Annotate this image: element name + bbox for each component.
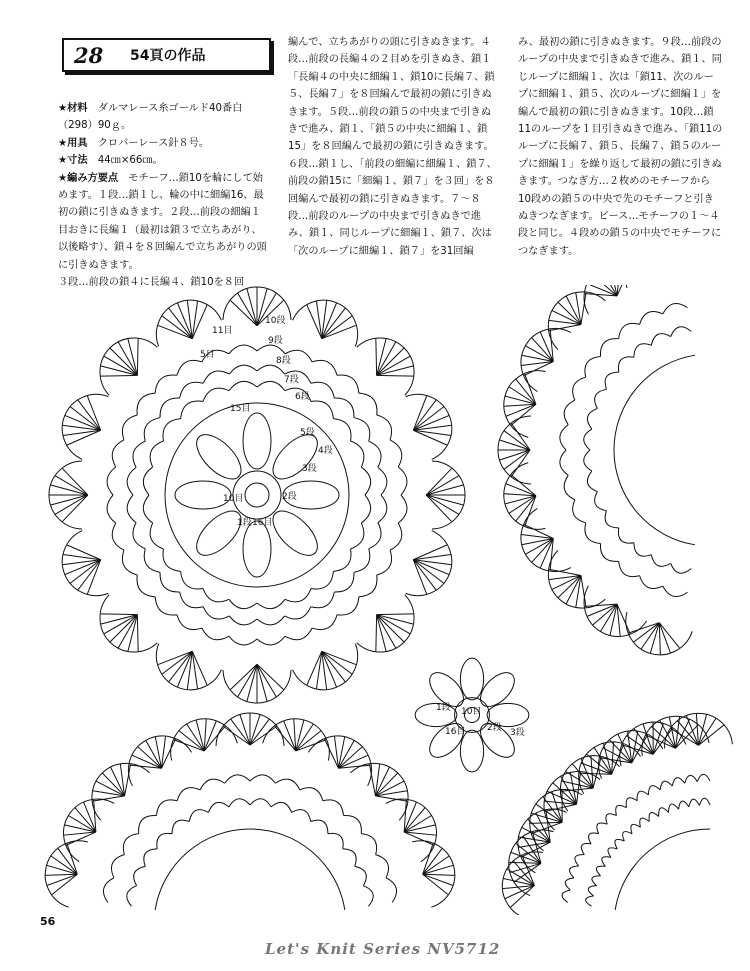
pattern-number: 28	[74, 42, 104, 68]
bottom-right-partial-motif	[502, 713, 732, 915]
label-row2: 2段	[282, 492, 297, 502]
pattern-title: 54頁の作品	[130, 48, 206, 64]
howto-line	[58, 170, 270, 274]
label-row9: 9段	[268, 336, 283, 346]
main-motif	[49, 287, 466, 704]
label-small-row1: 1段	[436, 703, 451, 713]
crochet-chart-diagram	[40, 285, 750, 915]
label-row8: 8段	[276, 356, 291, 366]
label-small-row2: 2段	[487, 723, 502, 733]
label-small-st16: 16目	[445, 727, 466, 737]
bottom-left-partial-motif	[45, 713, 455, 910]
tools-label: ★用具	[58, 137, 88, 149]
label-st11: 11目	[212, 326, 233, 336]
instructions-column-2	[288, 34, 498, 260]
howto-text: モチーフ…鎖10を輪にして始めます。１段…鎖１し、輪の中に細編16、最初の鎖に引きぬきます。２段…前段の細編１目おきに長編１（最初は鎖３で立ちあがり、以後略す）、鎖４を８回編んで立ちあがりの頭に引きぬきます。	[58, 172, 267, 271]
tools-text: クロバーレース針８号。	[97, 137, 210, 149]
instructions-column-3	[518, 34, 723, 260]
size-label: ★寸法	[58, 155, 88, 167]
pattern-title-box	[62, 38, 271, 72]
series-footer: Let's Knit Series NV5712	[265, 940, 501, 958]
label-row10: 10段	[265, 316, 286, 326]
label-row6: 6段	[295, 392, 310, 402]
row3-line: ３段…前段の鎖４に長編４、鎖10を８回	[58, 277, 245, 289]
instructions-column-1	[58, 100, 270, 291]
label-row4: 4段	[318, 446, 333, 456]
materials-text: ダルマレース糸ゴールド40番白（298）90ｇ。	[58, 103, 243, 132]
label-st16: 16目	[252, 518, 273, 528]
tools-line	[58, 135, 270, 152]
size-text: 44㎝×66㎝。	[97, 155, 163, 167]
right-partial-motif	[498, 285, 695, 655]
label-st15: 15目	[230, 404, 251, 414]
label-st10: 10目	[223, 494, 244, 504]
label-st5: 5目	[200, 350, 215, 360]
label-row5: 5段	[300, 428, 315, 438]
materials-label: ★材料	[58, 103, 88, 114]
label-small-st10: 10目	[461, 707, 482, 717]
label-row1: 1段	[237, 518, 252, 528]
materials-line	[58, 100, 270, 135]
howto-label: ★編み方要点	[58, 172, 119, 184]
label-small-row3: 3段	[510, 728, 525, 738]
column-2-text: 編んで、立ちあがりの頭に引きぬきます。４段…前段の長編４の２目めを引きぬき、鎖１「長編４の中央に細編１、鎖10に長編７、鎖５、長編７」を８回編んで最初の鎖に引きぬきます。５段…前段の鎖５の中央まで引きぬきで進み、鎖１、「鎖５の中央に細編１、鎖15」を８回編んで最初の鎖に引きぬきます。６段…鎖１し、「前段の細編に細編１、鎖７、前段の鎖15に「細編１、鎖７」を３回」を８回編んで最初の鎖に引きぬきます。７～８段…前段のループの中央まで引きぬきで進み、鎖１、同じループに細編１、鎖７、次は「次のループに細編１、鎖７」を31回編	[288, 37, 497, 257]
column-3-text: み、最初の鎖に引きぬきます。９段…前段のループの中央まで引きぬきで進み、鎖１、同じループに細編１、次は「鎖11、次のループに細編１、鎖５、次のループに細編１」を編んで最初の鎖に引きぬきます。10段…鎖11のループを１目引きぬきで進み、「鎖11のループに長編７、鎖５、長編７、鎖５のループに細編１」を繰り返して最初の鎖に引きぬきます。つなぎ方…２枚めのモチーフから10段めの鎖５の中央で先のモチーフと引きぬきつなぎます。ピース…モチーフの１～４段と同じ。４段めの鎖５の中央でモチーフにつなぎます。	[518, 37, 723, 257]
page-number: 56	[40, 915, 56, 928]
label-row3: 3段	[302, 464, 317, 474]
label-row7: 7段	[284, 375, 299, 385]
size-line	[58, 152, 270, 169]
